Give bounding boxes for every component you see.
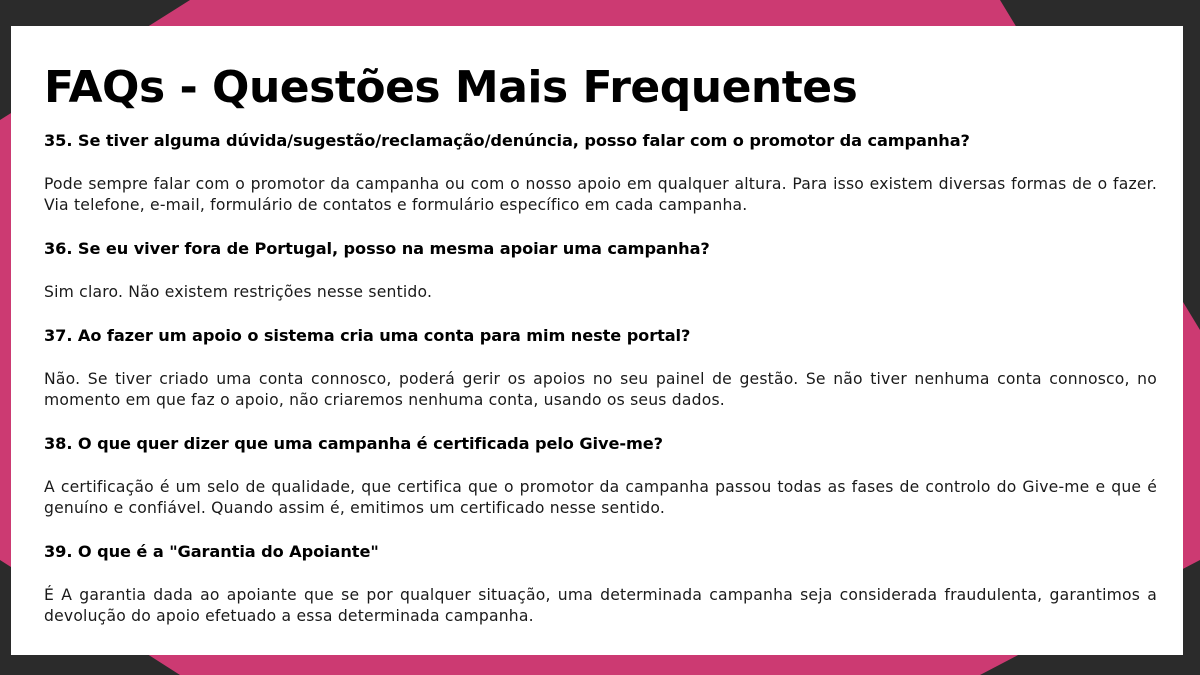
faq-item-37	[44, 325, 1157, 411]
page-title: FAQs - Questões Mais Frequentes	[44, 62, 858, 113]
faq-answer: É A garantia dada ao apoiante que se por qualquer situação, uma determinada campanha seja considerada fraudulenta, garantimos a devolução do apoio efetuado a essa determinada campanha.	[44, 586, 1157, 625]
faq-item-36	[44, 238, 1157, 303]
faq-answer: Pode sempre falar com o promotor da campanha ou com o nosso apoio em qualquer altura. Para isso existem diversas formas de o fazer. Via telefone, e-mail, formulário de contatos e formulário específico em cada campanha.	[44, 175, 1157, 214]
faq-answer: Sim claro. Não existem restrições nesse sentido.	[44, 283, 433, 301]
faq-answer: A certificação é um selo de qualidade, que certifica que o promotor da campanha passou todas as fases de controlo do Give-me e que é genuíno e confiável. Quando assim é, emitimos um certificado nesse sentido.	[44, 478, 1157, 517]
faq-item-35	[44, 130, 1157, 216]
faq-item-38	[44, 433, 1157, 519]
faq-question: 36. Se eu viver fora de Portugal, posso na mesma apoiar uma campanha?	[44, 239, 710, 258]
slide-card	[11, 26, 1183, 655]
faq-question: 35. Se tiver alguma dúvida/sugestão/reclamação/denúncia, posso falar com o promotor da campanha?	[44, 131, 970, 150]
faq-question: 38. O que quer dizer que uma campanha é certificada pelo Give-me?	[44, 434, 663, 453]
faq-answer: Não. Se tiver criado uma conta connosco, poderá gerir os apoios no seu painel de gestão. Se não tiver nenhuma conta connosco, no momento em que faz o apoio, não criaremos nenhuma conta, usando os seus dados.	[44, 370, 1157, 409]
faq-list	[44, 130, 1157, 627]
faq-item-39	[44, 541, 1157, 627]
faq-question: 39. O que é a "Garantia do Apoiante"	[44, 542, 379, 561]
faq-question: 37. Ao fazer um apoio o sistema cria uma conta para mim neste portal?	[44, 326, 691, 345]
